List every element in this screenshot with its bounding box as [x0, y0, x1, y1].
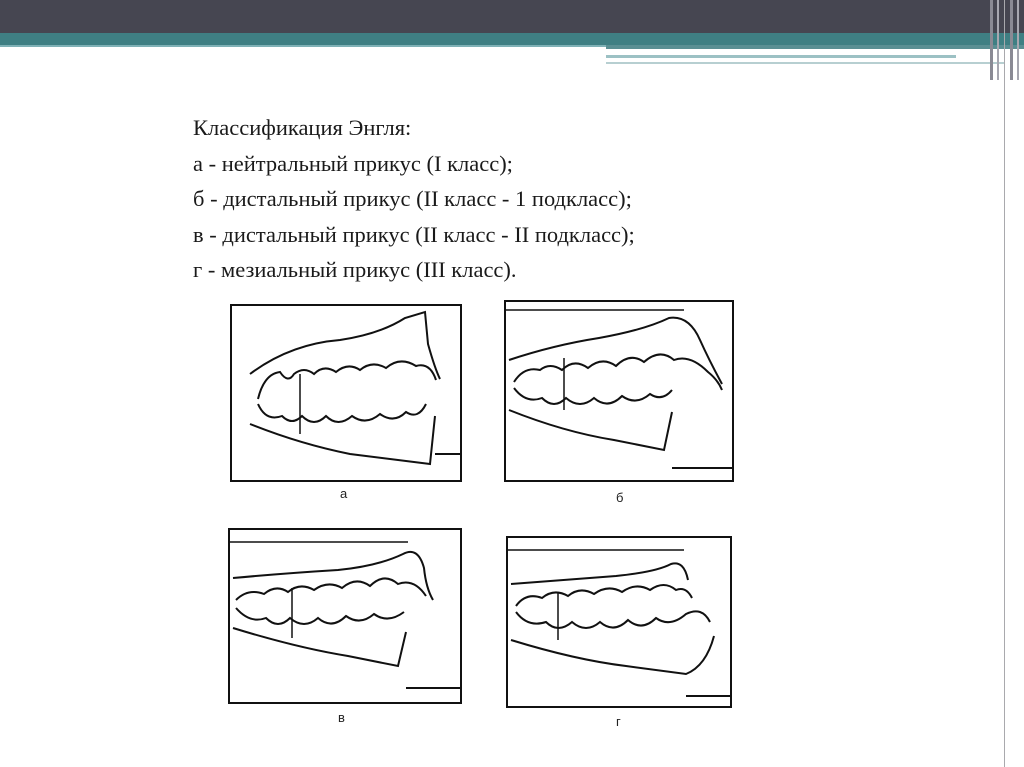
- bite-classification-figure: [218, 296, 758, 736]
- bite-diagram-v: [228, 528, 462, 704]
- caption-line-g: г - мезиальный прикус (III класс).: [193, 257, 517, 282]
- slide-accent-stripes: [0, 0, 1024, 80]
- bite-diagram-g: [506, 536, 732, 708]
- caption-title: Классификация Энгля:: [193, 115, 412, 140]
- bite-diagram-b: [504, 300, 734, 482]
- caption-line-a: а - нейтральный прикус (I класс);: [193, 150, 513, 176]
- caption-line-b: б - дистальный прикус (II класс - 1 подкласс);: [193, 186, 632, 211]
- label-v: в: [338, 710, 345, 725]
- slide-right-border: [1004, 0, 1005, 767]
- label-b: б: [616, 490, 624, 505]
- bite-diagram-a: [230, 304, 462, 482]
- label-g: г: [616, 714, 621, 729]
- slide-caption: [193, 110, 893, 288]
- caption-line-v: в - дистальный прикус (II класс - II подкласс);: [193, 221, 635, 247]
- label-a: а: [340, 486, 348, 501]
